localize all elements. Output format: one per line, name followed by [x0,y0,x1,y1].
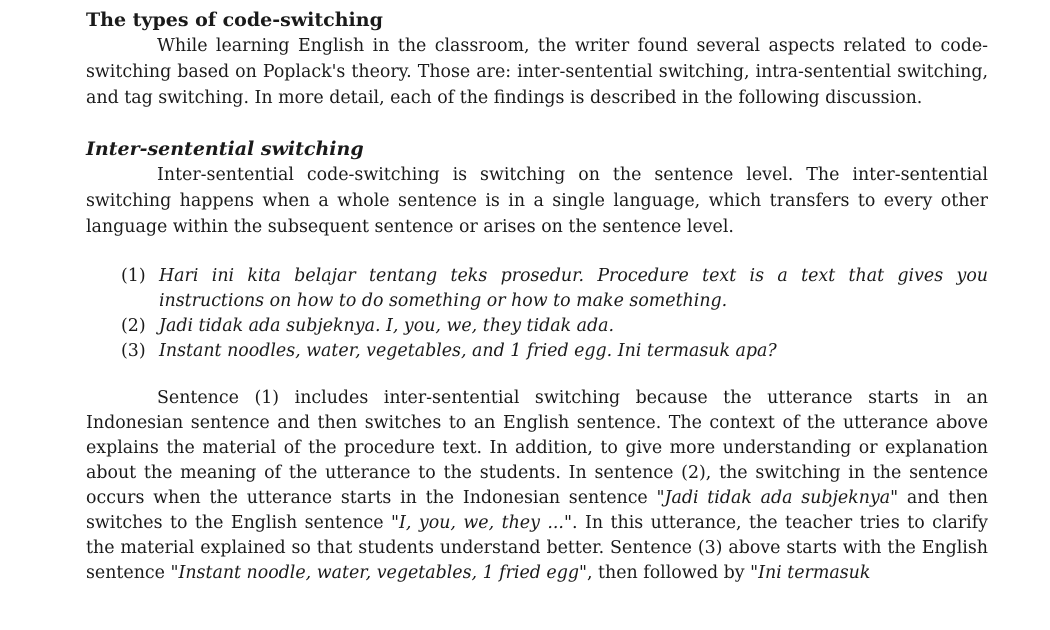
definition-paragraph: Inter-sentential code-switching is switching on the sentence level. The inter-sentential switching happens when a whole sentence is in a single language, which transfers to every other language within the subsequent sentence or arises on the sentence level. [86,165,988,237]
spacer [86,364,988,386]
quoted-utterance: "I, you, we, they ..." [391,513,572,533]
example-item [121,264,988,314]
subsection-title: Inter-sentential switching [86,138,364,160]
discussion-text: and then switches to the English sentence [86,488,988,533]
spacer [86,111,988,137]
discussion-text: . In this utterance, the teacher tries to clarify the material explained so that students understand better. Sentence (3) above starts with the English sentence [86,513,988,583]
example-number: (2) [121,316,146,336]
quoted-utterance: "Instant noodle, water, vegetables, 1 fried egg" [170,563,587,583]
quoted-utterance: "Jadi tidak ada subjeknya" [656,488,899,508]
example-text: Instant noodles, water, vegetables, and 1 fried egg. Ini termasuk apa? [159,341,777,361]
quoted-utterance: "Ini termasuk [750,563,871,583]
spacer [86,240,988,264]
example-item [121,339,988,364]
document-page [86,8,988,586]
discussion-text: Sentence (1) includes inter-sentential switching because the utterance starts in an Indonesian sentence and then switches to an English sentence. The context of the utterance above explains the material of the procedure text. In addition, to give more understanding or explanation about the meaning of the utterance to the students. In sentence (2), the switching in the sentence occurs when the utterance starts in the Indonesian sentence [86,388,988,508]
example-list [86,264,988,364]
example-text: Hari ini kita belajar tentang teks prosedur. Procedure text is a text that gives you instructions on how to do something or how to make something. [159,266,988,311]
discussion-text: , then followed by [587,563,751,583]
section-title: The types of code-switching [86,9,383,31]
example-number: (1) [121,266,146,286]
discussion-paragraph [86,386,988,586]
example-number: (3) [121,341,146,361]
example-text: Jadi tidak ada subjeknya. I, you, we, they tidak ada. [159,316,615,336]
intro-paragraph: While learning English in the classroom, the writer found several aspects related to code-switching based on Poplack's theory. Those are: inter-sentential switching, intra-sentential switching, and tag switching. In more detail, each of the findings is described in the following discussion. [86,36,988,108]
example-item [121,314,988,339]
